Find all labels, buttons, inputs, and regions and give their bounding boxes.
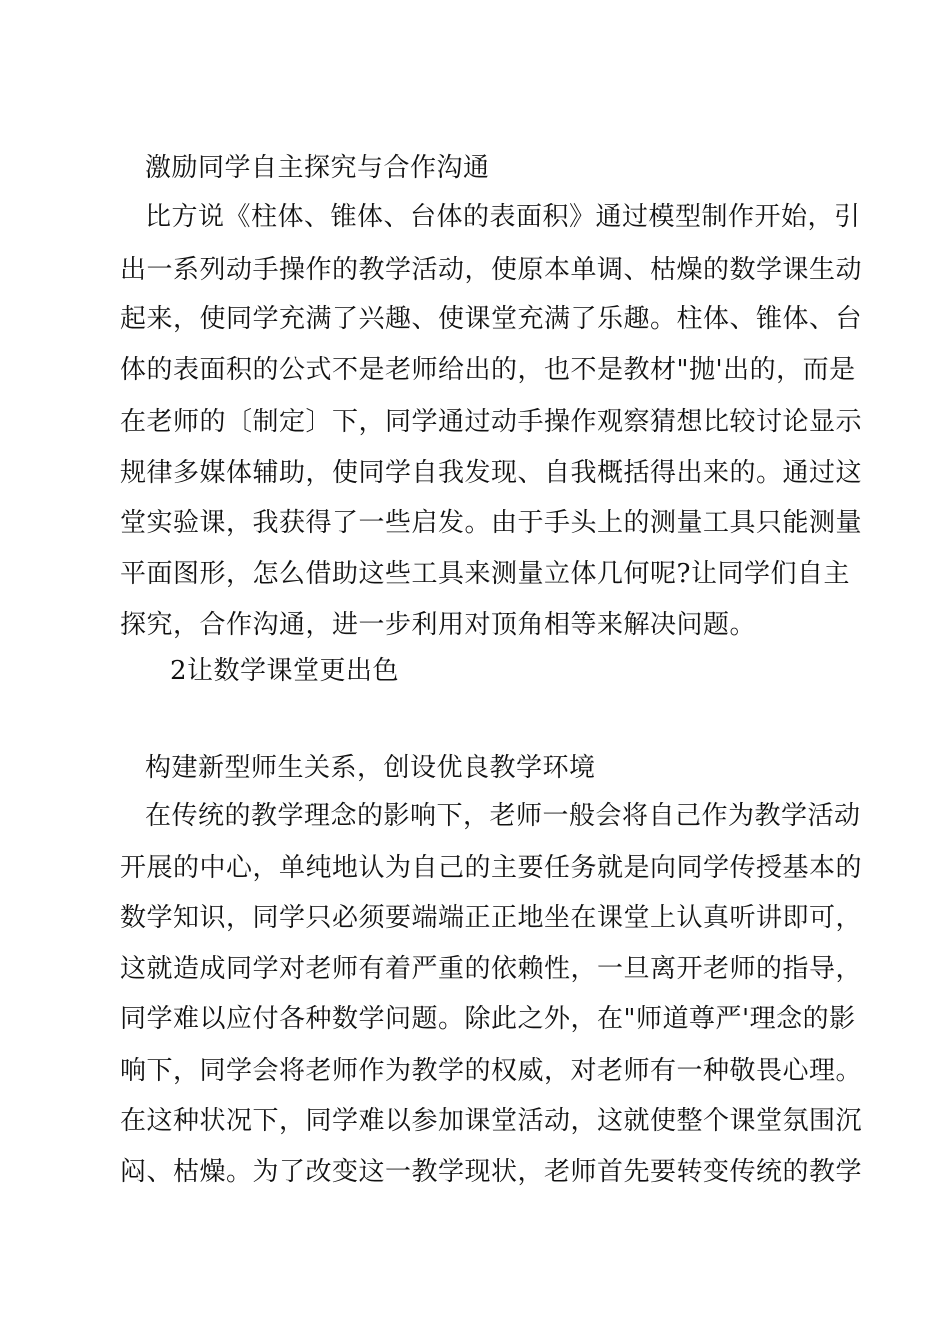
section2-title: 2让数学课堂更出色	[170, 656, 400, 686]
paragraph-line: 在老师的〔制定〕下，同学通过动手操作观察猜想比较讨论显示	[120, 407, 863, 437]
section1-heading: 激励同学自主探究与合作沟通	[145, 153, 490, 183]
paragraph-line: 体的表面积的公式不是老师给出的，也不是教材"抛'出的，而是	[120, 355, 856, 385]
paragraph-line: 同学难以应付各种数学问题。除此之外，在"师道尊严'理念的影	[120, 1004, 856, 1034]
paragraph-line: 出一系列动手操作的教学活动，使原本单调、枯燥的数学课生动	[120, 255, 863, 285]
paragraph-line: 开展的中心，单纯地认为自己的主要任务就是向同学传授基本的	[120, 853, 863, 883]
paragraph-line: 规律多媒体辅助，使同学自我发现、自我概括得出来的。通过这	[120, 458, 863, 488]
paragraph-line: 堂实验课，我获得了一些启发。由于手头上的测量工具只能测量	[120, 508, 863, 538]
paragraph-line: 数学知识，同学只必须要端端正正地坐在课堂上认真听讲即可，	[120, 903, 863, 933]
paragraph-line: 在这种状况下，同学难以参加课堂活动，这就使整个课堂氛围沉	[120, 1106, 863, 1136]
paragraph-line: 平面图形，怎么借助这些工具来测量立体几何呢?让同学们自主	[120, 559, 850, 589]
paragraph-line: 在传统的教学理念的影响下，老师一般会将自己作为教学活动	[145, 801, 861, 831]
paragraph-line: 响下，同学会将老师作为教学的权威，对老师有一种敬畏心理。	[120, 1056, 863, 1086]
section3-heading: 构建新型师生关系，创设优良教学环境	[145, 753, 596, 783]
paragraph-line: 起来，使同学充满了兴趣、使课堂充满了乐趣。柱体、锥体、台	[120, 304, 863, 334]
paragraph-line: 闷、枯燥。为了改变这一教学现状，老师首先要转变传统的教学	[120, 1157, 863, 1187]
paragraph-line: 这就造成同学对老师有着严重的依赖性，一旦离开老师的指导，	[120, 954, 863, 984]
paragraph-line: 比方说《柱体、锥体、台体的表面积》通过模型制作开始，引	[145, 202, 861, 232]
paragraph-line: 探究，合作沟通，进一步利用对顶角相等来解决问题。	[120, 610, 757, 640]
